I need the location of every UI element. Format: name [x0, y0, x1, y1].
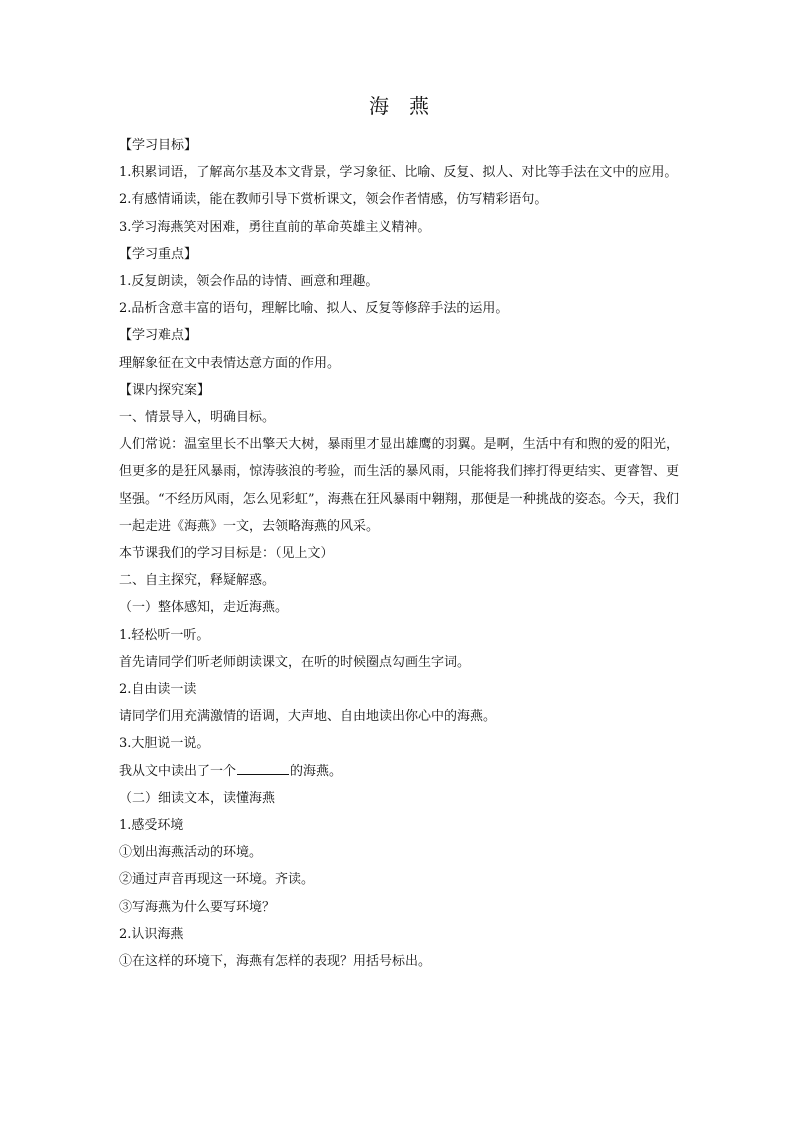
fill-in-blank[interactable] — [237, 761, 289, 775]
title-char-2: 燕 — [409, 94, 429, 118]
section-1-heading: 一、情景导入，明确目标。 — [119, 410, 276, 426]
subsection-2-heading: （二）细读文本，读懂海燕 — [119, 790, 276, 806]
petrel-heading: 2.认识海燕 — [119, 926, 184, 942]
document-title — [119, 92, 679, 132]
environment-task-2: ②通过声音再现这一环境。齐读。 — [119, 872, 315, 888]
goal-item-2: 2.有感情诵读，能在教师引导下赏析课文，领会作者情感，仿写精彩语句。 — [119, 192, 548, 208]
document-page — [119, 92, 679, 975]
step-1-heading: 1.轻松听一听。 — [119, 627, 210, 643]
step-1-text: 首先请同学们听老师朗读课文，在听的时候圈点勾画生字词。 — [119, 654, 471, 670]
step-2-heading: 2.自由读一读 — [119, 682, 197, 698]
title-char-1: 海 — [369, 94, 389, 118]
goal-item-3: 3.学习海燕笑对困难，勇往直前的革命英雄主义精神。 — [119, 219, 431, 235]
intro-paragraph: 人们常说：温室里长不出擎天大树，暴雨里才显出雄鹰的羽翼。是啊，生活中有和煦的爱的阳光，但更多的是狂风暴雨，惊涛骇浪的考验，而生活的暴风雨，只能将我们摔打得更结实、更睿智、更坚强。“不经历风雨，怎么见彩虹”，海燕在狂风暴雨中翱翔，那便是一种挑战的姿态。今天，我们一起走进《海燕》一文，去领略海燕的风采。 — [119, 437, 679, 534]
environment-task-3: ③写海燕为什么要写环境？ — [119, 899, 276, 915]
subsection-1-heading: （一）整体感知，走近海燕。 — [119, 600, 289, 616]
goal-item-1: 1.积累词语，了解高尔基及本文背景，学习象征、比喻、反复、拟人、对比等手法在文中的应用。 — [119, 165, 678, 181]
step-3-text-after: 的海燕。 — [290, 763, 343, 779]
key-point-2: 2.品析含意丰富的语句，理解比喻、拟人、反复等修辞手法的运用。 — [119, 301, 509, 317]
step-3-text-before: 我从文中读出了一个 — [119, 763, 237, 779]
difficulty-header: 【学习难点】 — [119, 328, 198, 344]
petrel-task-1: ①在这样的环境下，海燕有怎样的表现？用括号标出。 — [119, 954, 432, 970]
step-2-text: 请同学们用充满激情的语调，大声地、自由地读出你心中的海燕。 — [119, 709, 497, 725]
step-3-fill-in — [119, 758, 679, 785]
environment-heading: 1.感受环境 — [119, 818, 184, 834]
section-2-heading: 二、自主探究，释疑解惑。 — [119, 573, 276, 589]
difficulty-item: 理解象征在文中表情达意方面的作用。 — [119, 355, 341, 371]
key-point-1: 1.反复朗读，领会作品的诗情、画意和理趣。 — [119, 274, 379, 290]
key-points-header: 【学习重点】 — [119, 246, 198, 262]
goal-note: 本节课我们的学习目标是：（见上文） — [119, 546, 334, 562]
explore-header: 【课内探究案】 — [119, 382, 211, 398]
step-3-heading: 3.大胆说一说。 — [119, 736, 210, 752]
goals-header: 【学习目标】 — [119, 138, 198, 153]
environment-task-1: ①划出海燕活动的环境。 — [119, 845, 263, 861]
